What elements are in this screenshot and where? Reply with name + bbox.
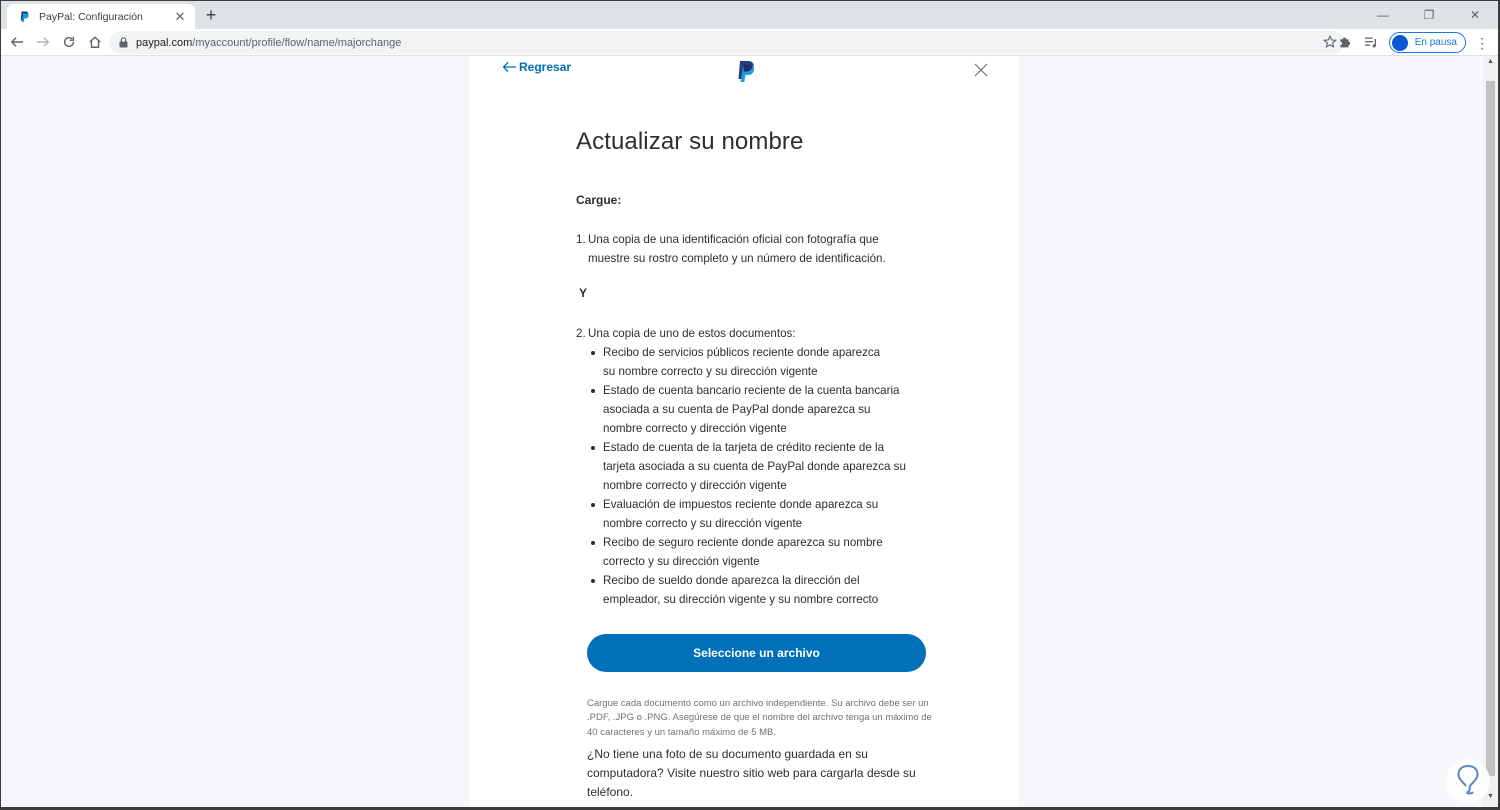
scroll-thumb[interactable]	[1486, 81, 1495, 776]
back-button[interactable]	[4, 30, 29, 55]
requirement-item-1	[576, 230, 916, 268]
toolbar-right	[1331, 31, 1492, 54]
extensions-puzzle-icon[interactable]	[1333, 31, 1357, 54]
and-separator: Y	[579, 286, 588, 300]
file-requirements-note: Cargue cada documento como un archivo independiente. Su archivo debe ser un .PDF, .JPG o .PNG. Asegúrese de que el nombre del archivo tenga un máximo de 40 caracteres y un tamaño máximo de 5 MB.	[587, 698, 932, 738]
page-viewport	[1, 56, 1483, 807]
url-path: /myaccount/profile/flow/name/majorchange	[192, 36, 402, 49]
vertical-scrollbar[interactable]	[1483, 56, 1498, 807]
phone-upload-note	[587, 745, 927, 802]
avatar	[1392, 35, 1408, 51]
phone-note-prefix: ¿No tiene una foto de su documento guardada en su computadora?	[587, 747, 868, 780]
upload-heading: Cargue:	[576, 193, 622, 207]
close-window-button[interactable]: ✕	[1469, 8, 1481, 22]
list-item: Estado de cuenta de la tarjeta de crédito reciente de la tarjeta asociada a su cuenta de PayPal donde aparezca su nombre correcto y dirección vigente	[588, 438, 910, 495]
url-host: paypal.com	[136, 36, 193, 49]
media-queue-icon[interactable]	[1359, 31, 1383, 54]
minimize-button[interactable]: —	[1377, 8, 1389, 22]
tab-close-icon[interactable]: ✕	[174, 8, 186, 24]
requirement-item-2	[576, 324, 936, 609]
item-number: 2.	[576, 327, 586, 340]
paypal-favicon-icon	[18, 11, 30, 23]
phone-upload-link[interactable]: Visite nuestro sitio web para cargarla desde su teléfono.	[587, 766, 916, 799]
home-icon	[88, 35, 102, 49]
restore-button[interactable]: ❐	[1423, 8, 1435, 22]
browser-window	[1, 1, 1498, 807]
document-list	[588, 343, 936, 609]
window-controls	[1360, 1, 1498, 29]
arrow-left-icon	[502, 61, 517, 73]
browser-menu-icon[interactable]: ⋮	[1475, 34, 1489, 51]
item-text-line1: Una copia de una identificación oficial con fotografía que	[588, 233, 879, 246]
list-item: Recibo de sueldo donde aparezca la dirección del empleador, su dirección vigente y su nombre correcto	[588, 571, 898, 609]
browser-toolbar	[1, 29, 1498, 56]
url-text	[136, 37, 401, 49]
item-number: 1.	[576, 233, 586, 246]
item-text-line2: muestre su rostro completo y un número de identificación.	[588, 252, 886, 265]
scroll-down-arrow-icon[interactable]: ▼	[1487, 793, 1494, 800]
select-file-button[interactable]	[587, 634, 926, 672]
list-item: Evaluación de impuestos reciente donde aparezca su nombre correcto y su dirección vigente	[588, 495, 888, 533]
tab-title: PayPal: Configuración	[39, 10, 143, 23]
profile-status: En pausa	[1414, 37, 1457, 48]
profile-button[interactable]	[1389, 32, 1466, 53]
back-link[interactable]	[502, 60, 571, 74]
new-tab-button[interactable]: +	[205, 5, 217, 25]
list-item: Recibo de servicios públicos reciente donde aparezca su nombre correcto y su dirección vigente	[588, 343, 893, 381]
lock-icon	[119, 37, 128, 48]
close-icon[interactable]	[974, 63, 988, 77]
address-bar[interactable]	[109, 31, 1345, 54]
arrow-right-icon	[36, 35, 50, 49]
list-item: Recibo de seguro reciente donde aparezca su nombre correcto y su dirección vigente	[588, 533, 888, 571]
list-item: Estado de cuenta bancario reciente de la cuenta bancaria asociada a su cuenta de PayPal donde aparezca su nombre correcto y dirección vigente	[588, 381, 913, 438]
back-label: Regresar	[519, 60, 572, 74]
arrow-left-icon	[10, 35, 24, 49]
select-file-label: Seleccione un archivo	[693, 646, 820, 660]
reload-button[interactable]	[56, 30, 81, 55]
page-title: Actualizar su nombre	[576, 128, 804, 155]
item-intro: Una copia de uno de estos documentos:	[588, 327, 796, 340]
watermark-logo-icon	[1446, 759, 1490, 803]
paypal-logo-icon	[735, 60, 755, 84]
forward-button[interactable]	[30, 30, 55, 55]
scroll-up-arrow-icon[interactable]: ▲	[1487, 58, 1494, 65]
home-button[interactable]	[82, 30, 107, 55]
tab-strip	[1, 1, 1498, 29]
browser-tab[interactable]	[7, 4, 195, 29]
content-panel	[470, 56, 1018, 807]
reload-icon	[62, 35, 76, 49]
